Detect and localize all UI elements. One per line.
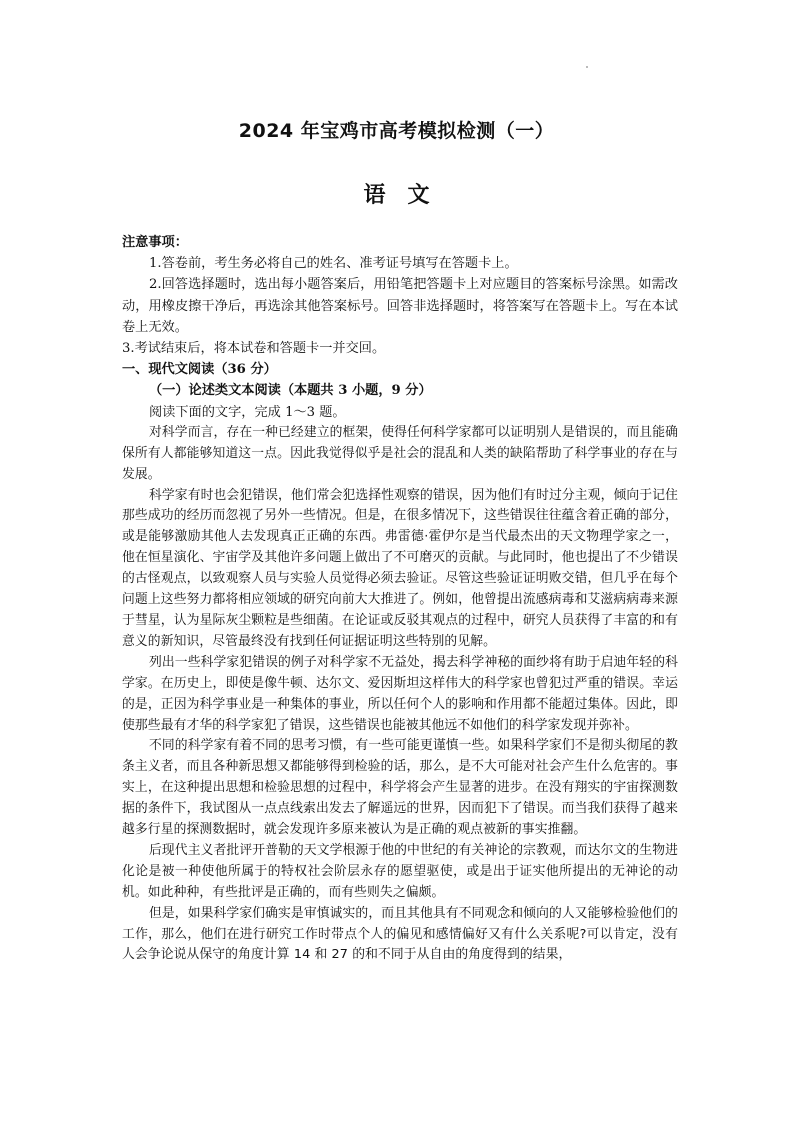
- passage-paragraph: 对科学而言，存在一种已经建立的框架，使得任何科学家都可以证明别人是错误的，而且能确保所有人都能够知道这一点。因此我觉得似乎是社会的混乱和人类的缺陷帮助了科学事业的存在与发展。: [122, 424, 678, 482]
- subject-title: 语文: [363, 183, 452, 208]
- notice-item: 1.答卷前，考生务必将自己的姓名、准考证号填写在答题卡上。: [149, 256, 518, 272]
- section-title: 一、现代文阅读（36 分）: [122, 362, 277, 378]
- notice-item: 3.考试结束后，将本试卷和答题卡一并交回。: [122, 341, 386, 357]
- passage-paragraph: 列出一些科学家犯错误的例子对科学家不无益处，揭去科学神秘的面纱将有助于启迪年轻的科学家。在历史上，即使是像牛顿、达尔文、爱因斯坦这样伟大的科学家也曾犯过严重的错误。幸运的是，正因为科学事业是一种集体的事业，所以任何个人的影响和作用都不能超过集体。因此，即使那些最有才华的科学家犯了错误，这些错误也能被其他远不如他们的科学家发现并弥补。: [122, 654, 678, 733]
- reading-instruction: 阅读下面的文字，完成 1～3 题。: [149, 404, 346, 420]
- passage-paragraph: 后现代主义者批评开普勒的天文学根源于他的中世纪的有关神论的宗教观，而达尔文的生物进化论是被一种使他所属于的特权社会阶层永存的愿望驱使，或是出于证实他所提出的无神论的动机。如此种种，有些批评是正确的，而有些则失之偏颇。: [122, 842, 678, 900]
- passage-paragraph: 但是，如果科学家们确实是审慎诚实的，而且其他具有不同观念和倾向的人又能够检验他们的工作，那么，他们在进行研究工作时带点个人的偏见和感情偏好又有什么关系呢?可以肯定，没有人会争论说从保守的角度计算 14 和 27 的和不同于从自由的角度得到的结果，: [122, 905, 678, 963]
- passage-paragraph: 科学家有时也会犯错误，他们常会犯选择性观察的错误，因为他们有时过分主观，倾向于记住那些成功的经历而忽视了另外一些情况。但是，在很多情况下，这些错误往往蕴含着正确的部分，或是能够激励其他人去发现真正正确的东西。弗雷德·霍伊尔是当代最杰出的天文物理学家之一，他在恒星演化、宇宙学及其他许多问题上做出了不可磨灭的贡献。与此同时，他也提出了不少错误的古怪观点，以致观察人员与实验人员觉得必须去验证。尽管这些验证证明败交错，但几乎在每个问题上这些努力都将相应领域的研究向前大大推进了。例如，他曾提出流感病毒和艾滋病病毒来源于彗星，认为星际灰尘颗粒是些细菌。在论证或反驳其观点的过程中，研究人员获得了丰富的和有意义的新知识，尽管最终没有找到任何证据证明这些特别的见解。: [122, 487, 678, 649]
- notice-item: 2.回答选择题时，选出每小题答案后，用铅笔把答题卡上对应题目的答案标号涂黑。如需改动，用橡皮擦干净后，再选涂其他答案标号。回答非选择题时，将答案写在答题卡上。写在本试卷上无效。: [122, 277, 678, 335]
- scan-dot: [586, 66, 588, 68]
- notice-heading: 注意事项：: [122, 235, 188, 250]
- subsection-title: （一）论述类文本阅读（本题共 3 小题，9 分）: [149, 383, 432, 399]
- passage-paragraph: 不同的科学家有着不同的思考习惯，有一些可能更谨慎一些。如果科学家们不是彻头彻尾的教条主义者，而且各种新思想又都能够得到检验的话，那么，是不大可能对社会产生什么危害的。事实上，在这种提出思想和检验思想的过程中，科学将会产生显著的进步。在没有翔实的宇宙探测数据的条件下，我试图从一点点线索出发去了解遥远的世界，因而犯下了错误。而当我们获得了越来越多行星的探测数据时，就会发现许多原来被认为是正确的观点被新的事实推翻。: [122, 738, 678, 838]
- exam-content: [122, 232, 678, 966]
- exam-title: 2024 年宝鸡市高考模拟检测（一）: [238, 120, 555, 142]
